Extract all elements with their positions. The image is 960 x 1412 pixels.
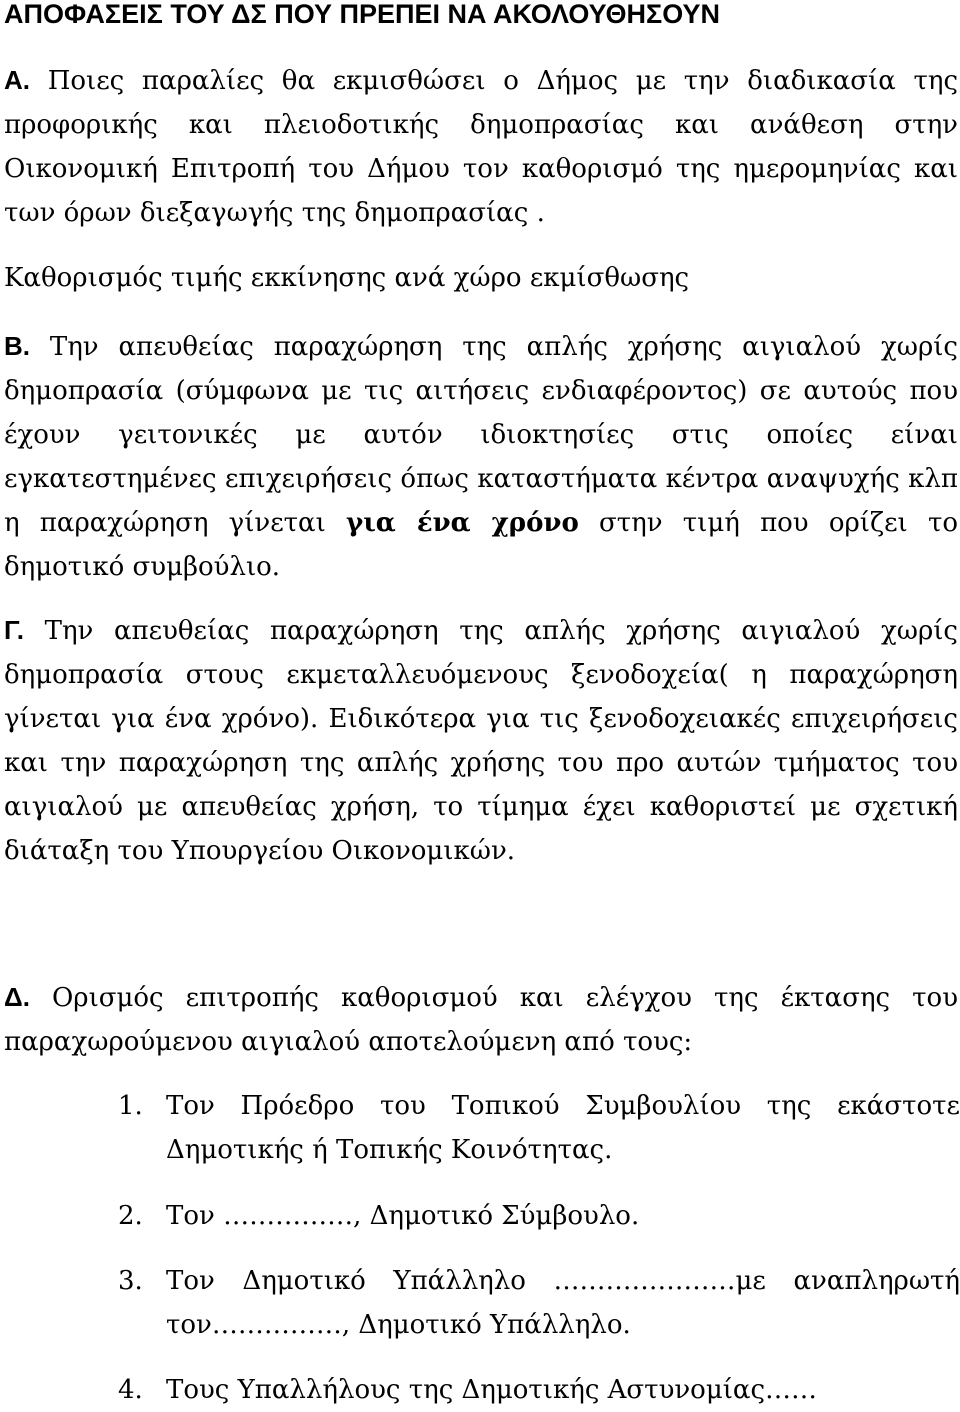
list-item-text: Τον ……………, Δημοτικό Σύμβουλο. bbox=[166, 1201, 640, 1231]
list-item-text: Τον Δημοτικό Υπάλληλο …………………με αναπληρωτή τον……………, Δημοτικό Υπάλληλο. bbox=[166, 1266, 960, 1340]
list-item bbox=[118, 1194, 960, 1238]
list-item bbox=[118, 1084, 960, 1172]
section-a-paragraph bbox=[4, 58, 958, 235]
section-c-marker: Γ. bbox=[4, 615, 24, 645]
list-item-text: Τον Πρόεδρο του Τοπικού Συμβουλίου της εκάστοτε Δημοτικής ή Τοπικής Κοινότητας. bbox=[166, 1091, 960, 1165]
section-a-marker: Α. bbox=[4, 65, 30, 95]
section-b-paragraph bbox=[4, 324, 958, 589]
section-d-paragraph bbox=[4, 975, 958, 1064]
list-item-number: 2. bbox=[118, 1201, 143, 1231]
list-item-number: 3. bbox=[118, 1266, 143, 1296]
list-item bbox=[118, 1368, 960, 1412]
section-d-text: Ορισμός επιτροπής καθορισμού και ελέγχου της έκτασης του παραχωρούμενου αιγιαλού αποτελούμενη από τους: bbox=[4, 983, 958, 1057]
section-c-paragraph bbox=[4, 608, 958, 873]
list-item-number: 4. bbox=[118, 1375, 143, 1405]
section-b-text-after: στην τιμή που ορίζει το δημοτικό συμβούλιο. bbox=[4, 508, 958, 582]
section-d-marker: Δ. bbox=[4, 982, 30, 1012]
list-item-number: 1. bbox=[118, 1091, 143, 1121]
section-b-marker: Β. bbox=[4, 331, 30, 361]
section-b-bold-text: για ένα χρόνο bbox=[346, 508, 579, 538]
section-a-subline: Καθορισμός τιμής εκκίνησης ανά χώρο εκμίσθωσης bbox=[4, 263, 690, 293]
list-item-text: Τους Υπαλλήλους της Δημοτικής Αστυνομίας…… bbox=[166, 1375, 818, 1405]
section-b-text-before: Την απευθείας παραχώρηση της απλής χρήσης αιγιαλού χωρίς δημοπρασία (σύμφωνα με τις αιτήσεις ενδιαφέροντος) σε αυτούς που έχουν γειτονικές με αυτόν ιδιοκτησίες στις οποίες είναι εγκατεστημένες επιχειρήσεις όπως καταστήματα κέντρα αναψυχής κλπ η παραχώρηση γίνεται bbox=[4, 332, 958, 538]
section-a-text: Ποιες παραλίες θα εκμισθώσει ο Δήμος με την διαδικασία της προφορικής και πλειοδοτικής δημοπρασίας και ανάθεση στην Οικονομική Επιτροπή του Δήμου τον καθορισμό της ημερομηνίας και των όρων διεξαγωγής της δημοπρασίας . bbox=[4, 66, 958, 228]
page-title: ΑΠΟΦΑΣΕΙΣ ΤΟΥ ΔΣ ΠΟΥ ΠΡΕΠΕΙ ΝΑ ΑΚΟΛΟΥΘΗΣΟΥΝ bbox=[4, 0, 721, 29]
list-item bbox=[118, 1259, 960, 1347]
section-c-text: Την απευθείας παραχώρηση της απλής χρήσης αιγιαλού χωρίς δημοπρασία στους εκμεταλλευόμενους ξενοδοχεία( η παραχώρηση γίνεται για ένα χρόνο). Ειδικότερα για τις ξενοδοχειακές επιχειρήσεις και την παραχώρηση της απλής χρήσης του προ αυτών τμήματος του αιγιαλού με απευθείας χρήση, το τίμημα έχει καθοριστεί με σχετική διάταξη του Υπουργείου Οικονομικών. bbox=[4, 616, 958, 866]
